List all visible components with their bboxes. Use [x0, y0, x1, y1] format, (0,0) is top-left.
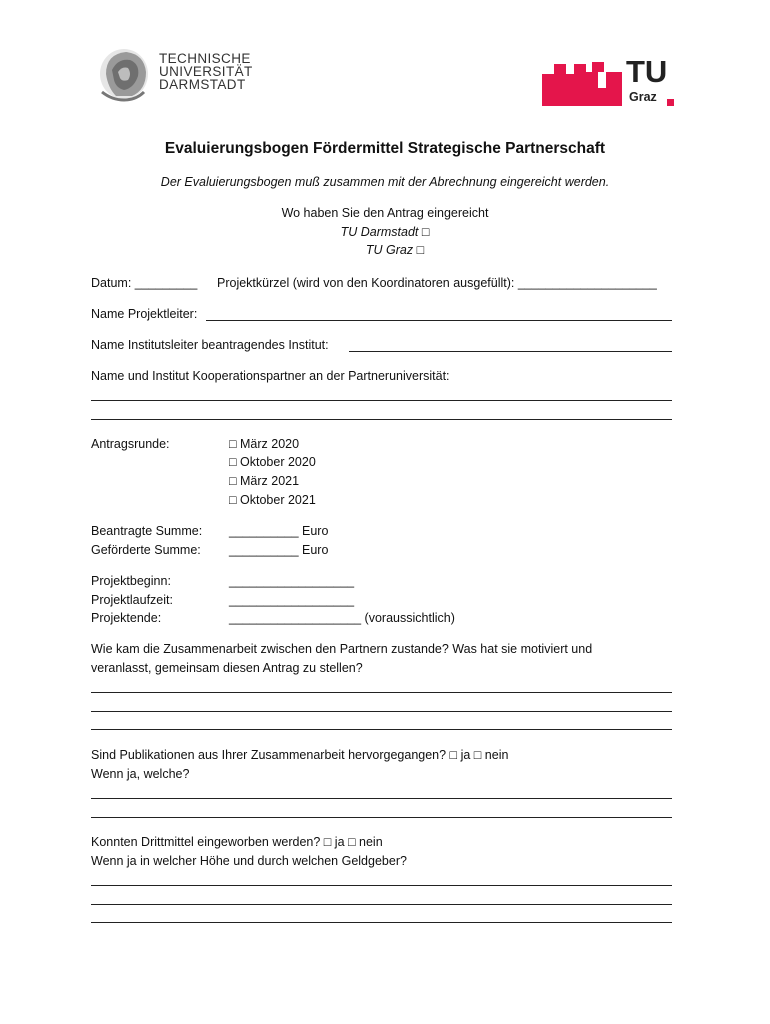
projektende-field[interactable]: ___________________ (voraussichtlich) [229, 611, 455, 625]
projektleiter-label: Name Projektleiter: [91, 307, 198, 321]
projektende-label: Projektende: [91, 611, 162, 625]
question-zusammenarbeit-cont: veranlasst, gemeinsam diesen Antrag zu stellen? [91, 661, 363, 675]
tu-graz-logo [540, 54, 680, 110]
antragsrunde-option[interactable]: □ Oktober 2020 [229, 455, 316, 469]
antragsrunde-label: Antragsrunde: [91, 437, 170, 451]
antragsrunde-option[interactable]: □ März 2021 [229, 474, 300, 488]
beantragte-summe-field[interactable]: __________ Euro [229, 524, 329, 538]
institutsleiter-label: Name Institutsleiter beantragendes Institut: [91, 338, 329, 352]
tu-graz-dot [667, 99, 674, 106]
antragsrunde-option[interactable]: □ März 2020 [229, 437, 300, 451]
projektleiter-input-line[interactable] [206, 320, 672, 321]
subtitle: Der Evaluierungsbogen muß zusammen mit der Abrechnung eingereicht werden. [160, 175, 610, 189]
kooperation-line[interactable] [91, 400, 672, 401]
projektlaufzeit-label: Projektlaufzeit: [91, 593, 173, 607]
projektbeginn-field[interactable]: __________________ [229, 574, 355, 588]
kooperation-label: Name und Institut Kooperationspartner an der Partneruniversität: [91, 369, 450, 383]
gefoerderte-summe-label: Geförderte Summe: [91, 543, 201, 557]
page-title: Evaluierungsbogen Fördermittel Strategische Partnerschaft [164, 140, 606, 157]
projektbeginn-label: Projektbeginn: [91, 574, 171, 588]
answer-line[interactable] [91, 798, 672, 799]
kooperation-line[interactable] [91, 419, 672, 420]
institutsleiter-input-line[interactable] [349, 351, 672, 352]
projektkuerzel-field[interactable]: Projektkürzel (wird von den Koordinatoren ausgefüllt): ____________________ [217, 276, 657, 290]
projektlaufzeit-field[interactable]: __________________ [229, 593, 355, 607]
tud-line-3: DARMSTADT [159, 77, 246, 92]
answer-line[interactable] [91, 729, 672, 730]
tu-graz-wordmark: TU [626, 54, 668, 89]
beantragte-summe-label: Beantragte Summe: [91, 524, 203, 538]
answer-line[interactable] [91, 904, 672, 905]
question-drittmittel[interactable]: Konnten Drittmittel eingeworben werden? □ ja □ nein [91, 835, 383, 849]
question-zusammenarbeit: Wie kam die Zusammenarbeit zwischen den Partnern zustande? Was hat sie motiviert und [91, 642, 593, 656]
tud-line-1: TECHNISCHE [159, 51, 251, 66]
antragsrunde-option[interactable]: □ Oktober 2021 [229, 493, 316, 507]
answer-line[interactable] [91, 692, 672, 693]
tud-line-2: UNIVERSITÄT [159, 64, 253, 79]
answer-line[interactable] [91, 922, 672, 923]
gefoerderte-summe-field[interactable]: __________ Euro [229, 543, 329, 557]
question-publikationen[interactable]: Sind Publikationen aus Ihrer Zusammenarbeit hervorgegangen? □ ja □ nein [91, 748, 509, 762]
tu-darmstadt-wordmark [159, 52, 253, 91]
option-tu-darmstadt[interactable]: TU Darmstadt □ [340, 225, 430, 239]
answer-line[interactable] [91, 885, 672, 886]
option-tu-graz[interactable]: TU Graz □ [365, 243, 425, 257]
question-publikationen-cont: Wenn ja, welche? [91, 767, 190, 781]
datum-field[interactable]: Datum: _________ [91, 276, 198, 290]
answer-line[interactable] [91, 817, 672, 818]
tu-graz-subtitle: Graz [629, 90, 657, 104]
athena-head-icon [92, 44, 152, 104]
tu-darmstadt-logo [92, 44, 258, 106]
question-drittmittel-cont: Wenn ja in welcher Höhe und durch welchen Geldgeber? [91, 854, 407, 868]
tu-graz-blocks-icon [540, 58, 624, 106]
answer-line[interactable] [91, 711, 672, 712]
submitted-question: Wo haben Sie den Antrag eingereicht [281, 206, 489, 220]
